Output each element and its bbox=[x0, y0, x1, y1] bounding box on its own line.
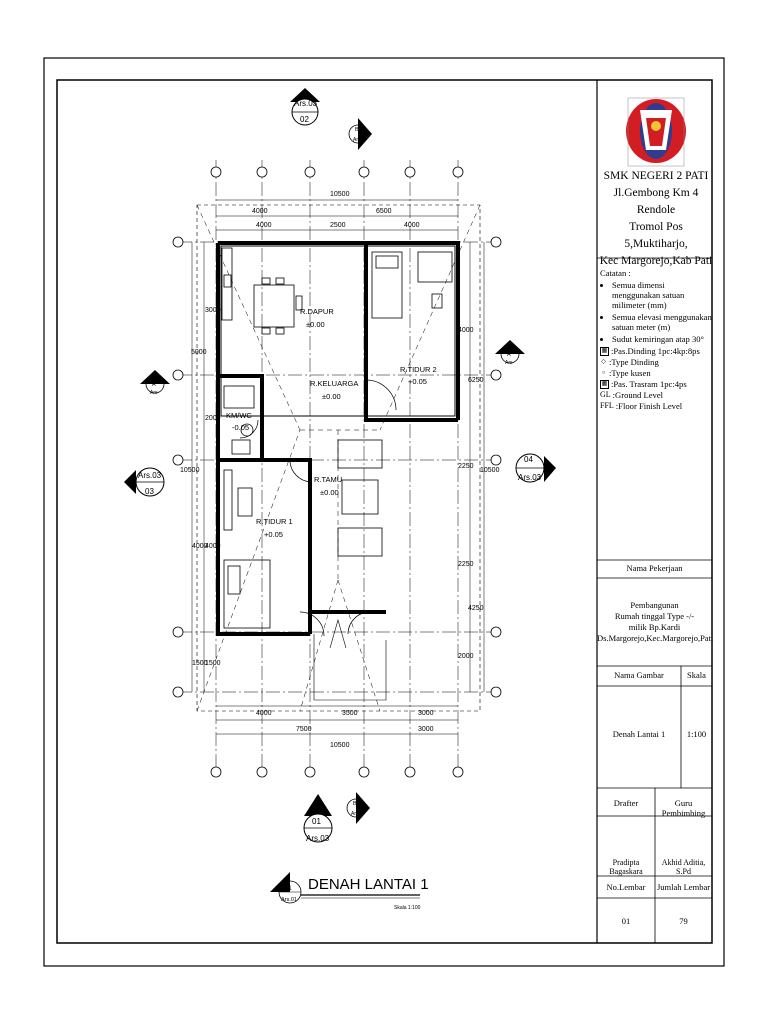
dim-top-a: 4000 bbox=[252, 208, 268, 215]
room-kmwc: KM/WC bbox=[226, 411, 252, 420]
dim-bot-e: 3000 bbox=[418, 726, 434, 733]
furniture bbox=[222, 248, 452, 628]
section-marker-left bbox=[124, 468, 164, 496]
legend-text: :Pas. Trasram 1pc:4ps bbox=[611, 379, 687, 389]
legend-symbol: FFL bbox=[600, 401, 614, 410]
school-address-1: Jl.Gembong Km 4 Rendole bbox=[613, 187, 699, 216]
dim-top-e: 4000 bbox=[404, 222, 420, 229]
svg-text:01: 01 bbox=[312, 817, 321, 826]
dim-left-b: 5000 bbox=[191, 349, 207, 356]
legend-symbol: ◇ bbox=[601, 358, 606, 365]
room-keluarga-elev: ±0.00 bbox=[322, 392, 341, 401]
teacher-label: Guru Pembimbing bbox=[661, 798, 706, 818]
legend-item bbox=[600, 357, 714, 367]
room-tidur2-elev: +0.05 bbox=[408, 377, 427, 386]
svg-text:Ars.03: Ars.03 bbox=[518, 473, 542, 482]
dim-bot-c: 3000 bbox=[418, 710, 434, 717]
svg-text:B: B bbox=[355, 127, 359, 133]
legend-symbol: ▦ bbox=[601, 347, 608, 354]
scale-value: 1:100 bbox=[686, 729, 707, 739]
dim-right-f: 4250 bbox=[468, 605, 484, 612]
svg-text:01: 01 bbox=[285, 886, 292, 892]
dim-top-c: 4000 bbox=[256, 222, 272, 229]
section-marker-right bbox=[516, 454, 556, 482]
room-tidur1: R.TIDUR 1 bbox=[256, 517, 293, 526]
legend-item bbox=[600, 368, 714, 378]
note-item: • Semua elevasi menggunakan satuan meter (m) bbox=[612, 312, 714, 332]
sheet-no-label: No.Lembar bbox=[606, 882, 646, 892]
school-info bbox=[598, 168, 714, 270]
dim-top-d: 2500 bbox=[330, 222, 346, 229]
project-line: Ds.Margorejo,Kec.Margorejo,Pati bbox=[597, 633, 714, 643]
dim-right-b: 6250 bbox=[468, 377, 484, 384]
project-line: Rumah tinggal Type -/- bbox=[614, 611, 695, 621]
room-tidur2: R.TIDUR 2 bbox=[400, 365, 437, 374]
dim-bot-a: 4000 bbox=[256, 710, 272, 717]
room-tamu: R.TAMU bbox=[314, 475, 343, 484]
drawing-title bbox=[270, 872, 429, 911]
scale-label: Skala bbox=[687, 670, 706, 680]
school-address-3: Kec Margorejo,Kab Pati bbox=[599, 255, 713, 267]
dim-bot-d: 7500 bbox=[296, 726, 312, 733]
dim-left-h: 1500 bbox=[205, 660, 221, 667]
room-dapur: R.DAPUR bbox=[300, 307, 334, 316]
legend-text: :Type Dinding bbox=[609, 357, 659, 367]
legend-symbol: ▦ bbox=[601, 380, 608, 387]
dim-bot-b: 3500 bbox=[342, 710, 358, 717]
legend-item bbox=[600, 379, 714, 389]
room-dapur-elev: ±0.00 bbox=[306, 320, 325, 329]
svg-text:B: B bbox=[353, 801, 357, 807]
section-a-right bbox=[495, 340, 525, 366]
legend-text: :Pas.Dinding 1pc:4kp:8ps bbox=[611, 346, 700, 356]
svg-text:Ars: Ars bbox=[353, 137, 361, 143]
drawing-name-label: Nama Gambar bbox=[614, 670, 664, 680]
dim-right-g: 2000 bbox=[458, 653, 474, 660]
plan-scale: Skala 1:100 bbox=[394, 905, 421, 911]
legend-item bbox=[600, 401, 714, 411]
dim-left-d: 10500 bbox=[180, 467, 200, 474]
plan-title: DENAH LANTAI 1 bbox=[308, 876, 429, 893]
svg-text:Ars: Ars bbox=[351, 811, 359, 817]
notes-panel bbox=[600, 268, 714, 412]
floor-plan bbox=[124, 88, 556, 911]
dim-bot-total: 10500 bbox=[330, 742, 350, 749]
project-name bbox=[597, 600, 712, 644]
notes-title: Catatan : bbox=[600, 268, 631, 278]
project-line: milik Bp.Kardi bbox=[628, 622, 681, 632]
room-tamu-elev: ±0.00 bbox=[320, 488, 339, 497]
dim-right-d: 10500 bbox=[480, 467, 500, 474]
project-label: Nama Pekerjaan bbox=[626, 563, 683, 573]
section-b-bottom bbox=[347, 792, 370, 824]
legend-text: :Type kusen bbox=[609, 368, 651, 378]
section-marker-top bbox=[290, 88, 320, 125]
dim-left-g: 1500 bbox=[192, 660, 208, 667]
dim-right-e: 2250 bbox=[458, 561, 474, 568]
svg-text:A: A bbox=[507, 352, 511, 358]
note-item: • Sudut kemiringan atap 30° bbox=[612, 334, 714, 344]
school-logo-icon bbox=[626, 98, 686, 166]
sheet-no: 01 bbox=[621, 916, 631, 926]
section-marker-bottom bbox=[304, 794, 332, 843]
legend-symbol: ○ bbox=[601, 369, 606, 376]
legend-item bbox=[600, 346, 714, 356]
note-item: • Semua dimensi menggunakan satuan milimeter (mm) bbox=[612, 280, 714, 310]
svg-text:Ars: Ars bbox=[505, 360, 513, 366]
legend-text: :Floor Finish Level bbox=[615, 401, 683, 411]
dim-top-total: 10500 bbox=[330, 191, 350, 198]
room-kmwc-elev: -0.05 bbox=[232, 423, 250, 432]
svg-text:04: 04 bbox=[524, 455, 533, 464]
legend-item bbox=[600, 390, 714, 400]
dim-left-e: 4000 bbox=[192, 543, 208, 550]
svg-text:03: 03 bbox=[145, 487, 154, 496]
svg-text:Ars.03: Ars.03 bbox=[138, 471, 162, 480]
section-b-top bbox=[349, 118, 372, 150]
dim-right-a: 4000 bbox=[458, 327, 474, 334]
school-address-2: Tromol Pos 5,Muktiharjo, bbox=[624, 221, 688, 250]
room-tidur1-elev: +0.05 bbox=[264, 530, 283, 539]
sheet-total: 79 bbox=[679, 916, 688, 926]
sheet-total-label: Jumlah Lembar bbox=[656, 882, 711, 892]
dim-right-c: 2250 bbox=[458, 463, 474, 470]
drafter-name: Pradipta Bagaskara bbox=[609, 858, 643, 876]
svg-text:A: A bbox=[152, 382, 156, 388]
dim-left-f: 4000 bbox=[205, 543, 221, 550]
drafter-label: Drafter bbox=[613, 798, 639, 808]
svg-text:Ars.03: Ars.03 bbox=[306, 834, 330, 843]
room-keluarga: R.KELUARGA bbox=[310, 379, 359, 388]
notes-list bbox=[600, 280, 714, 344]
svg-text:Ars.03: Ars.03 bbox=[294, 99, 318, 108]
svg-text:Ars: Ars bbox=[150, 390, 158, 396]
legend-symbol: GL bbox=[600, 390, 611, 399]
section-a-left bbox=[140, 370, 170, 396]
svg-text:Ars.01: Ars.01 bbox=[281, 897, 297, 903]
school-name: SMK NEGERI 2 PATI bbox=[603, 170, 709, 182]
dim-left-a: 3000 bbox=[205, 307, 221, 314]
svg-text:02: 02 bbox=[300, 115, 309, 124]
legend-text: :Ground Level bbox=[612, 390, 664, 400]
dim-top-b: 6500 bbox=[376, 208, 392, 215]
dim-left-c: 2000 bbox=[205, 415, 221, 422]
project-line: Pembangunan bbox=[630, 600, 679, 610]
wall-inner-lines bbox=[221, 246, 455, 416]
drawing-name: Denah Lantai 1 bbox=[612, 729, 666, 739]
teacher-name: Akhid Aditia, S.Pd bbox=[661, 858, 706, 876]
